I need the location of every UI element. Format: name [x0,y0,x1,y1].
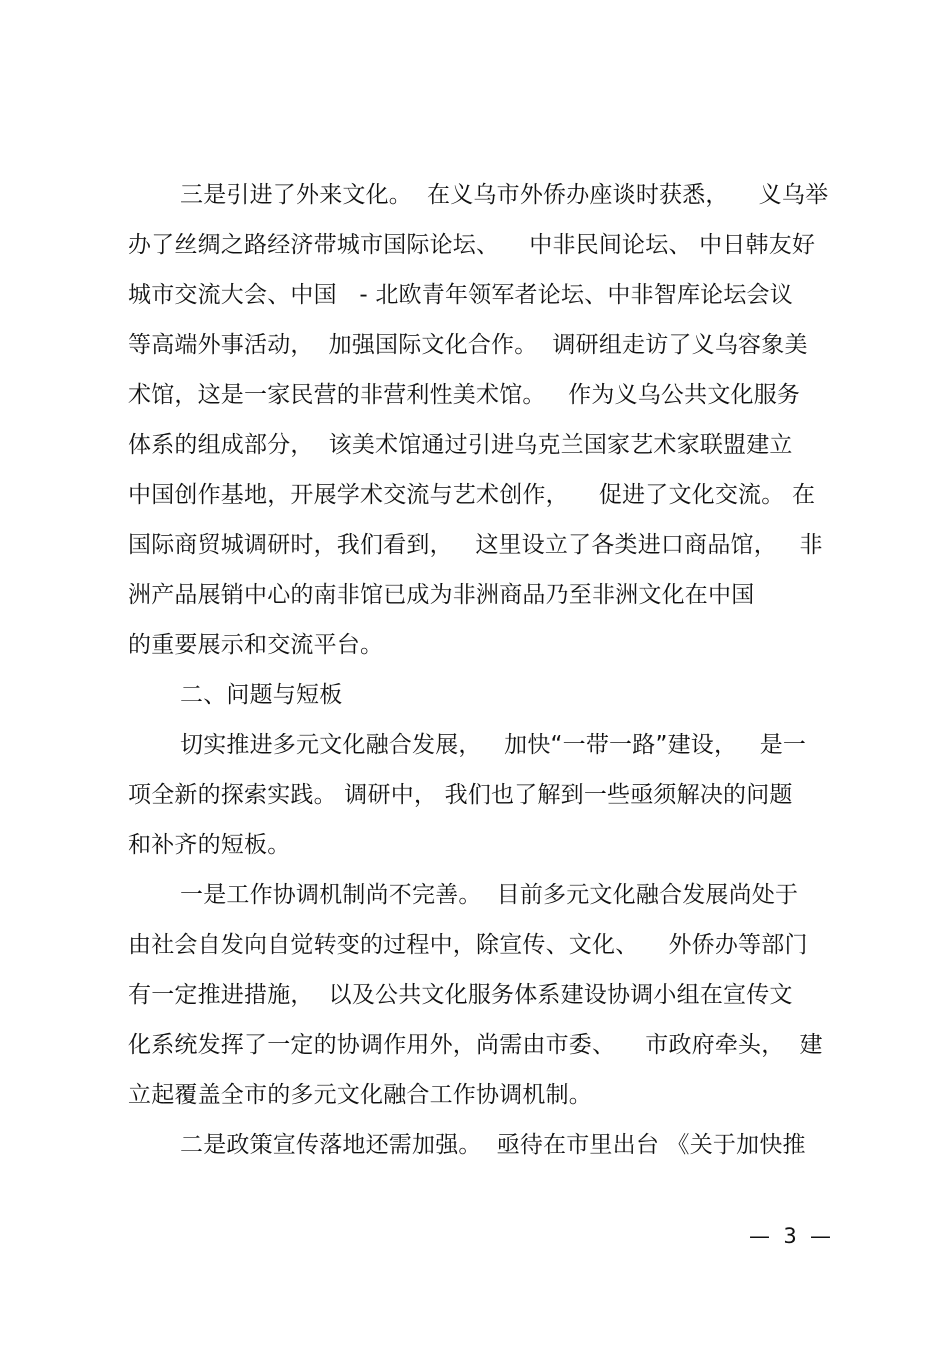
paragraph-line: 国际商贸城调研时，我们看到， 这里设立了各类进口商品馆， 非 [128,532,823,558]
paragraph-line: 一是工作协调机制尚不完善。 目前多元文化融合发展尚处于 [180,882,799,908]
paragraph-line: 的重要展示和交流平台。 [128,632,384,658]
paragraph-line: 和补齐的短板。 [128,832,291,858]
paragraph-line: 中国创作基地，开展学术交流与艺术创作， 促进了文化交流。 在 [128,482,816,508]
paragraph-line: 有一定推进措施， 以及公共文化服务体系建设协调小组在宣传文 [128,982,793,1008]
paragraph-line: 城市交流大会、中国 - 北欧青年领军者论坛、中非智库论坛会议 [128,282,793,308]
section-heading: 二、问题与短板 [180,682,343,708]
paragraph-line: 切实推进多元文化融合发展， 加快“一带一路”建设， 是一 [180,732,807,758]
page-number: — 3 — [748,1224,832,1248]
paragraph-line: 化系统发挥了一定的协调作用外，尚需由市委、 市政府牵头， 建 [128,1032,823,1058]
paragraph-line: 术馆，这是一家民营的非营利性美术馆。 作为义乌公共文化服务 [128,382,801,408]
paragraph-line: 项全新的探索实践。 调研中， 我们也了解到一些亟须解决的问题 [128,782,793,808]
paragraph-line: 二是政策宣传落地还需加强。 亟待在市里出台 《关于加快推 [180,1132,806,1158]
paragraph-line: 体系的组成部分， 该美术馆通过引进乌克兰国家艺术家联盟建立 [128,432,793,458]
paragraph-line: 由社会自发向自觉转变的过程中，除宣传、文化、 外侨办等部门 [128,932,808,958]
paragraph-line: 洲产品展销中心的南非馆已成为非洲商品乃至非洲文化在中国 [128,582,755,608]
paragraph-line: 等高端外事活动， 加强国际文化合作。 调研组走访了义乌容象美 [128,332,808,358]
paragraph-line: 立起覆盖全市的多元文化融合工作协调机制。 [128,1082,592,1108]
paragraph-line: 三是引进了外来文化。 在义乌市外侨办座谈时获悉， 义乌举 [180,182,829,208]
paragraph-line: 办了丝绸之路经济带城市国际论坛、 中非民间论坛、 中日韩友好 [128,232,816,258]
